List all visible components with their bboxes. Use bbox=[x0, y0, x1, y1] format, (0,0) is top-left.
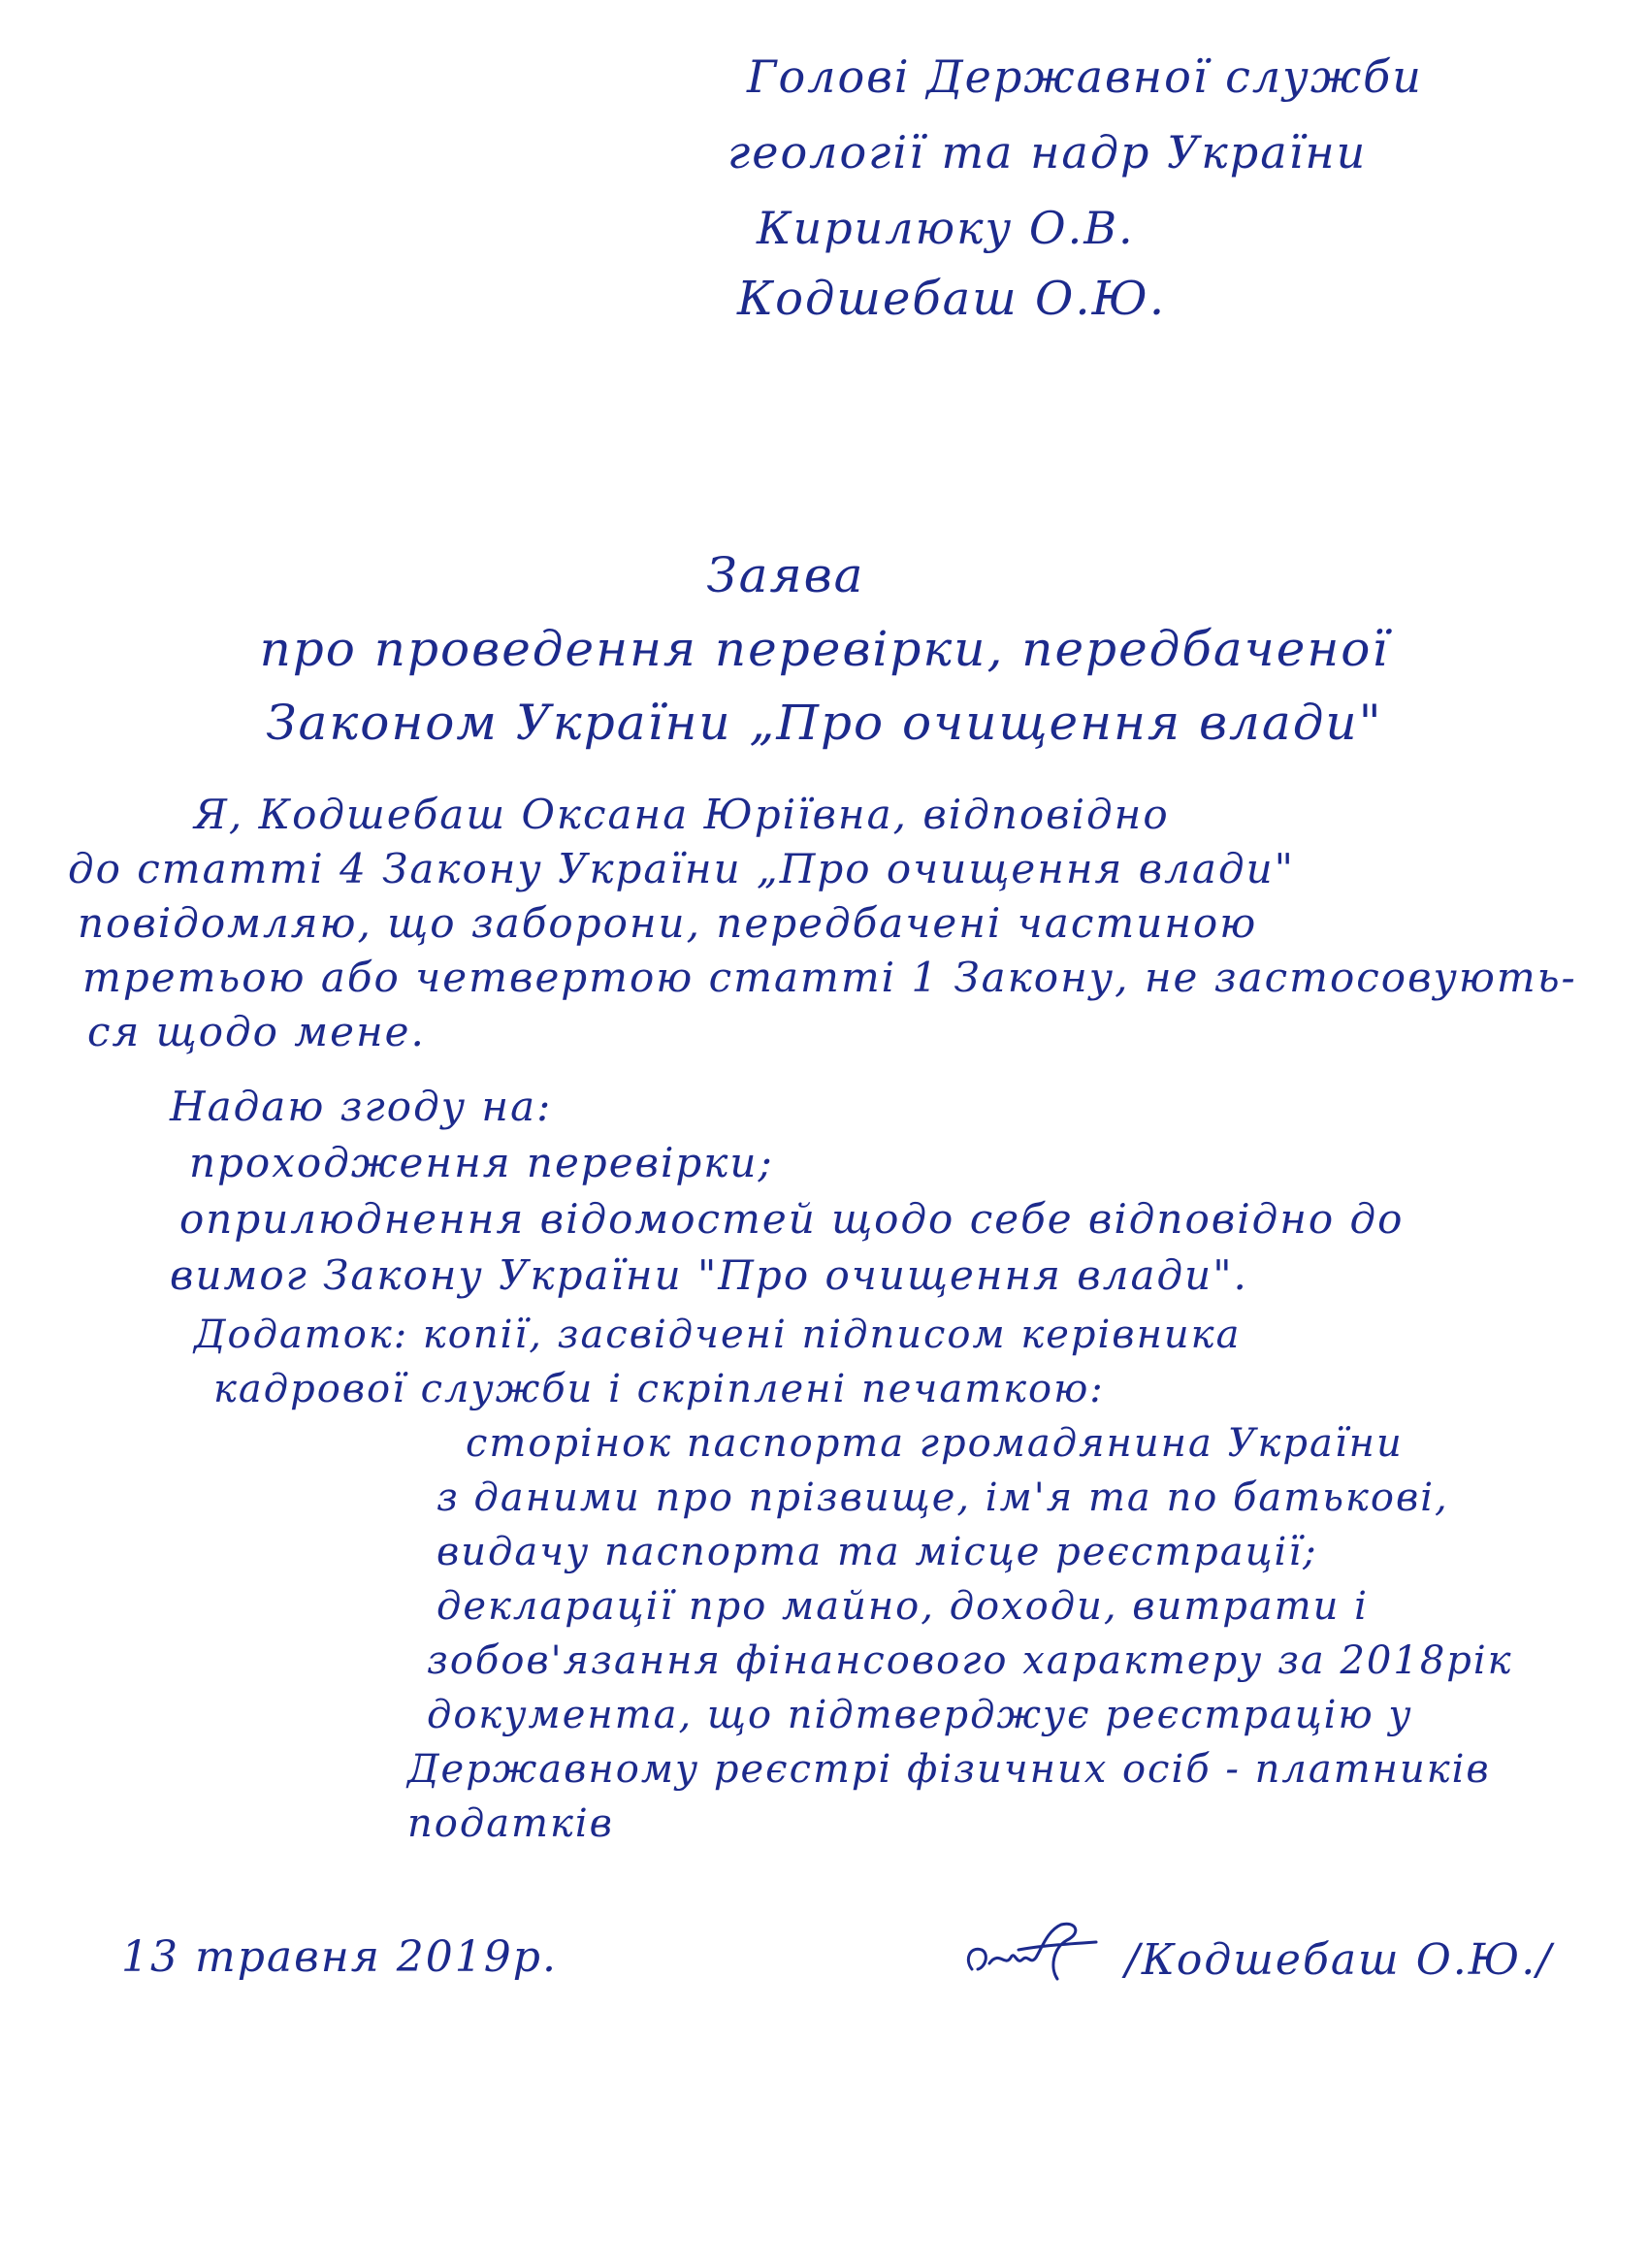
consent-line: проходження перевірки; bbox=[189, 1139, 774, 1186]
title-line: Законом України „Про очищення влади" bbox=[266, 695, 1383, 751]
statement-line: повідомляю, що заборони, передбачені частиною bbox=[78, 899, 1258, 947]
statement-line: ся щодо мене. bbox=[87, 1008, 426, 1055]
annex-line: декларації про майно, доходи, витрати і bbox=[436, 1584, 1369, 1629]
signature-name: /Кодшебаш О.Ю./ bbox=[1125, 1935, 1554, 1985]
statement-paragraph bbox=[58, 788, 1577, 1059]
handwritten-signature bbox=[960, 1911, 1106, 1998]
document-title bbox=[0, 538, 1649, 760]
consent-paragraph bbox=[170, 1079, 1404, 1304]
title-line: про проведення перевірки, передбаченої bbox=[259, 621, 1390, 677]
annex-line: кадрової служби і скріплені печаткою: bbox=[213, 1367, 1105, 1411]
statement-line: до статті 4 Закону України „Про очищення влади" bbox=[68, 845, 1295, 892]
annex-paragraph bbox=[194, 1308, 1513, 1851]
annex-line: Державному реєстрі фізичних осіб - платників bbox=[407, 1747, 1491, 1792]
annex-line: документа, що підтверджує реєстрацію у bbox=[427, 1693, 1413, 1737]
statement-line: Я, Кодшебаш Оксана Юріївна, відповідно bbox=[194, 791, 1170, 838]
addressee-block bbox=[728, 39, 1423, 266]
sender-name: Кодшебаш О.Ю. bbox=[737, 272, 1167, 326]
annex-line: Додаток: копії, засвідчені підписом керівника bbox=[194, 1312, 1242, 1357]
addressee-line: Кирилюку О.В. bbox=[757, 202, 1135, 254]
addressee-line: Голові Державної служби bbox=[747, 50, 1423, 103]
annex-line: зобов'язання фінансового характеру за 2018рік bbox=[427, 1638, 1513, 1683]
document-date: 13 травня 2019р. bbox=[121, 1932, 558, 1982]
annex-line: з даними про прізвище, ім'я та по батькові, bbox=[436, 1475, 1449, 1520]
consent-line: Надаю згоду на: bbox=[170, 1083, 553, 1130]
consent-line: оприлюднення відомостей щодо себе відповідно до bbox=[179, 1195, 1405, 1243]
annex-line: видачу паспорта та місце реєстрації; bbox=[436, 1530, 1318, 1574]
annex-line: сторінок паспорта громадянина України bbox=[466, 1421, 1404, 1466]
statement-line: третьою або четвертою статті 1 Закону, не застосовують- bbox=[82, 954, 1577, 1001]
annex-line: податків bbox=[407, 1801, 614, 1846]
consent-line: вимог Закону України "Про очищення влади". bbox=[170, 1251, 1248, 1299]
title-line: Заява bbox=[706, 547, 865, 603]
addressee-line: геології та надр України bbox=[728, 126, 1368, 178]
